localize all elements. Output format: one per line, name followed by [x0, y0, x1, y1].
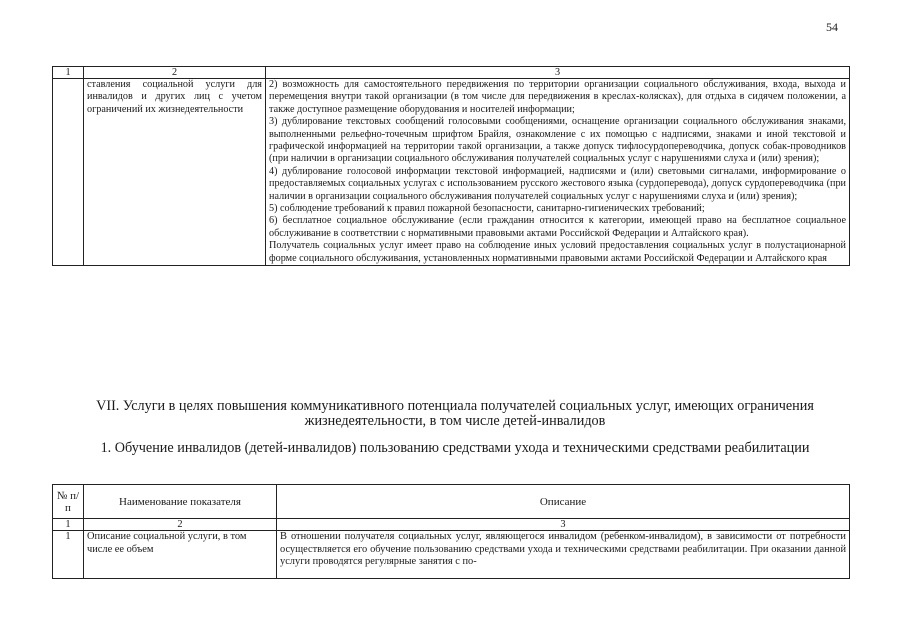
header-row [53, 485, 850, 519]
page-number: 54 [826, 20, 838, 34]
description-paragraph: 2) возможность для самостоятельного передвижения по территории организации социального обслуживания, входа, выхода и перемещения внутри такой организации (в том числе для передвижения в креслах-колясках), для отдыха в сидячем положении, а также доступное размещение оборудования и носителей информации; [269, 79, 846, 115]
header-indicator-name: Наименование показателя [84, 485, 277, 519]
description-paragraph: 5) соблюдение требований к правил пожарной безопасности, санитарно-гигиенических требований; [269, 203, 705, 215]
column-number: 3 [277, 519, 850, 531]
cell-number: 1 [53, 531, 84, 579]
subsection-title: 1. Обучение инвалидов (детей-инвалидов) пользованию средствами ухода и техническими средствами реабилитации [100, 440, 810, 456]
column-number-row [53, 519, 850, 531]
column-number: 1 [53, 519, 84, 531]
column-number: 1 [53, 67, 84, 79]
table-continued [52, 66, 850, 266]
column-number: 2 [84, 519, 277, 531]
column-number: 3 [266, 67, 850, 79]
header-number: № п/п [53, 485, 84, 519]
cell-indicator-name: Описание социальной услуги, в том числе ее объем [84, 531, 277, 579]
description-paragraph: 3) дублирование текстовых сообщений голосовыми сообщениями, оснащение организации социального обслуживания знаками, выполненными рельефно-точечным шрифтом Брайля, ознакомление с их помощью с надписями, знаками и иной текстовой и графической информацией на территории такой организации, а также допуск тифлосурдопереводчика, допуск собак-проводников (при наличии в организации социального обслуживания получателей социальных услуг с нарушениями слуха и (или) зрения); [269, 116, 846, 165]
table-row [53, 79, 850, 266]
service-table [52, 484, 850, 579]
cell-description: В отношении получателя социальных услуг, являющегося инвалидом (ребенком-инвалидом), в зависимости от потребности осуществляется его обучение пользованию средствами ухода и техническими средствами реабилитации. При оказании данной услуги проводятся регулярные занятия с по- [277, 531, 850, 579]
cell-number [53, 79, 84, 266]
cell-description [266, 79, 850, 266]
column-number-row [53, 67, 850, 79]
description-paragraph: Получатель социальных услуг имеет право на соблюдение иных условий предоставления социальных услуг в полустационарной форме социального обслуживания, установленных нормативными правовыми актами Российской Федерации и Алтайского края [269, 240, 846, 264]
description-paragraph: 4) дублирование голосовой информации текстовой информацией, надписями и (или) световыми сигналами, информирование о предоставляемых социальных услугах с использованием русского жестового языка (сурдоперевода), допуск сурдопереводчика (при наличии в организации социального обслуживания получателей социальных услуг с нарушениями слуха и (или) зрения); [269, 165, 846, 202]
description-paragraph: 6) бесплатное социальное обслуживание (если гражданин относится к категории, имеющей право на бесплатное социальное обслуживание в соответствии с нормативными правовыми актами Российской Федерации и Алтайского края). [269, 215, 846, 239]
header-description: Описание [277, 485, 850, 519]
table-row [53, 531, 850, 579]
cell-indicator-name: ставления социальной услуги для инвалидов и других лиц с учетом ограничений их жизнедеятельности [84, 79, 266, 266]
section-title: VII. Услуги в целях повышения коммуникативного потенциала получателей социальных услуг, имеющих ограничения жизнедеятельности, в том числе детей-инвалидов [96, 398, 814, 429]
column-number: 2 [84, 67, 266, 79]
